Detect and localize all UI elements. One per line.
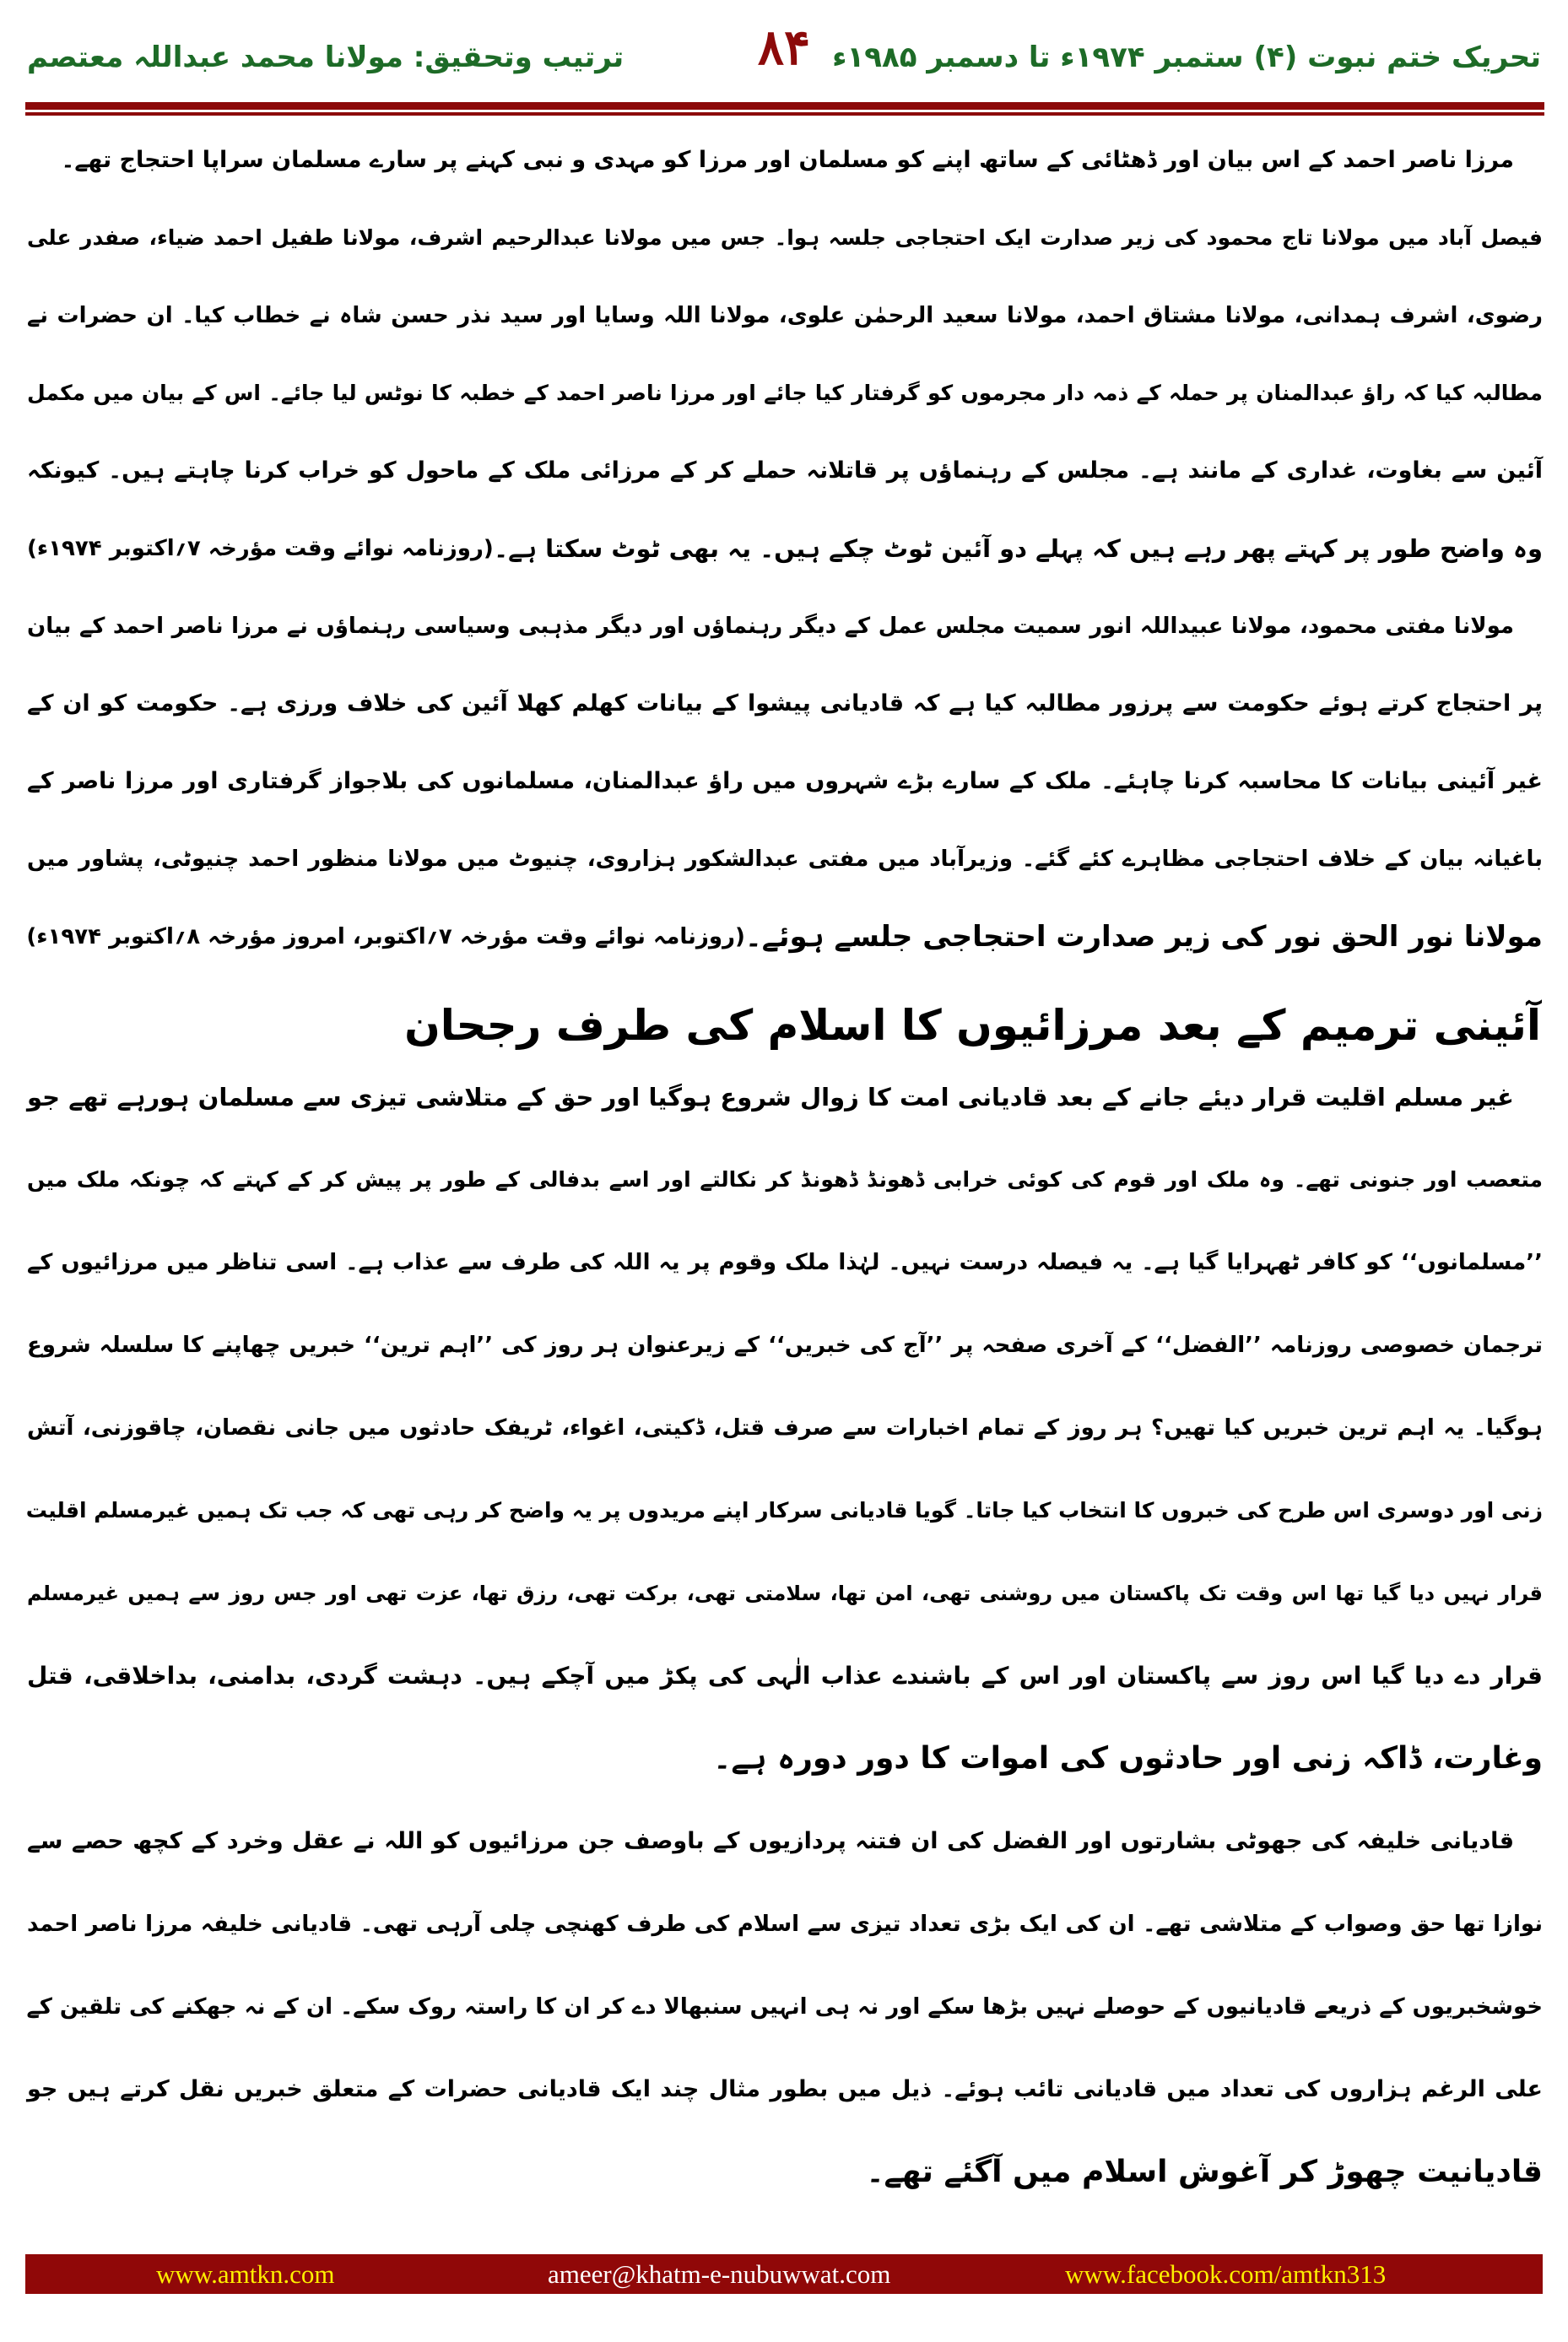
email-link[interactable]: ameer@khatm-e-nubuwwat.com xyxy=(548,2259,891,2289)
text-line: مرزا ناصر احمد کے اس بیان اور ڈھٹائی کے ساتھ اپنے کو مسلمان اور مرزا کو مہدی و نبی کہنے پر سارے مسلمان سراپا احتجاج تھے۔ xyxy=(61,147,1514,173)
text-line-with-citation xyxy=(27,911,1543,962)
text-line: متعصب اور جنونی تھے۔ وہ ملک اور قوم کی کوئی خرابی ڈھونڈ ڈھونڈ کر نکالتے اور اسے بدفالی کے طور پر پیش کر کے کہتے کہ چونکہ ملک میں xyxy=(27,1167,1543,1192)
website-link[interactable]: www.amtkn.com xyxy=(156,2259,335,2289)
section-heading: آئینی ترمیم کے بعد مرزائیوں کا اسلام کی طرف رجحان xyxy=(404,1001,1541,1050)
header-divider-thin xyxy=(25,112,1544,116)
facebook-link[interactable]: www.facebook.com/amtkn313 xyxy=(1065,2259,1387,2289)
text-line: ’’مسلمانوں‘‘ کو کافر ٹھہرایا گیا ہے۔ یہ فیصلہ درست نہیں۔ لہٰذا ملک وقوم پر یہ اللہ کی طرف سے عذاب ہے۔ اسی تناظر میں مرزائیوں کے xyxy=(27,1250,1543,1275)
text-line: ترجمان خصوصی روزنامہ ’’الفضل‘‘ کے آخری صفحہ پر ’’آج کی خبریں‘‘ کے زیرعنوان ہر روز کی ’’اہم ترین‘‘ خبریں چھاپنے کا سلسلہ شروع xyxy=(27,1333,1543,1358)
text-line: قادیانی خلیفہ کی جھوٹی بشارتوں اور الفضل کی ان فتنہ پردازیوں کے باوصف جن مرزائیوں کو اللہ نے عقل وخرد کے کچھ حصے سے xyxy=(27,1828,1514,1854)
citation: (روزنامہ نوائے وقت مؤرخہ ۷؍اکتوبر ۱۹۷۴ء) xyxy=(27,536,494,561)
text-line: خوشخبریوں کے ذریعے قادیانیوں کے حوصلے نہیں بڑھا سکے اور نہ ہی انہیں سنبھالا دے کر ان کا راستہ روک سکے۔ ان کے نہ جھکنے کی تلقین کے xyxy=(26,1994,1543,2020)
text-line: نوازا تھا حق وصواب کے متلاشی تھے۔ ان کی ایک بڑی تعداد تیزی سے اسلام کی طرف کھنچی چلی آرہی تھی۔ قادیانی خلیفہ مرزا ناصر احمد xyxy=(27,1912,1543,1937)
text-line: قرار دے دیا گیا اس روز سے پاکستان اور اس کے باشندے عذاب الٰہی کی پکڑ میں آچکے ہیں۔ دہشت گردی، بدامنی، بداخلاقی، قتل xyxy=(27,1662,1543,1690)
page-footer xyxy=(25,2254,1543,2294)
text-line: زنی اور دوسری اس طرح کی خبروں کا انتخاب کیا جاتا۔ گویا قادیانی سرکار اپنے مریدوں پر یہ واضح کر رہی تھی کہ جب تک ہمیں غیرمسلم اقلیت xyxy=(25,1498,1543,1523)
text-line: رضوی، اشرف ہمدانی، مولانا مشتاق احمد، مولانا سعید الرحمٰن علوی، مولانا اللہ وسایا اور سید نذر حسن شاہ نے خطاب کیا۔ ان حضرات نے xyxy=(27,303,1543,328)
compiler-credit: ترتیب وتحقیق: مولانا محمد عبداللہ معتصم xyxy=(27,41,624,74)
text-line: علی الرغم ہزاروں کی تعداد میں قادیانی تائب ہوئے۔ ذیل میں بطور مثال چند ایک قادیانی حضرات کے متعلق خبریں نقل کرتے ہیں جو xyxy=(27,2076,1543,2102)
text-line: غیر آئینی بیانات کا محاسبہ کرنا چاہئے۔ ملک کے سارے بڑے شہروں میں راؤ عبدالمنان، مسلمانوں کی بلاجواز گرفتاری اور مرزا ناصر کے xyxy=(27,768,1543,794)
text-line: مطالبہ کیا کہ راؤ عبدالمنان پر حملہ کے ذمہ دار مجرموں کو گرفتار کیا جائے اور مرزا ناصر احمد کے خطبہ کا نوٹس لیا جائے۔ اس کے بیان میں مکمل xyxy=(27,381,1543,405)
text-line: ہوگیا۔ یہ اہم ترین خبریں کیا تھیں؟ ہر روز کے تمام اخبارات سے صرف قتل، ڈکیتی، اغواء، ٹریفک حادثوں میں جانی نقصان، چاقوزنی، آتش xyxy=(27,1415,1543,1441)
text-segment: مولانا نور الحق نور کی زیر صدارت احتجاجی جلسے ہوئے۔ xyxy=(744,920,1543,954)
text-line-with-citation xyxy=(27,523,1543,574)
citation: (روزنامہ نوائے وقت مؤرخہ ۷؍اکتوبر، امروز مؤرخہ ۸؍اکتوبر ۱۹۷۴ء) xyxy=(26,924,745,949)
text-line: باغیانہ بیان کے خلاف احتجاجی مظاہرے کئے گئے۔ وزیرآباد میں مفتی عبدالشکور ہزاروی، چنیوٹ میں مولانا منظور احمد چنیوٹی، پشاور میں xyxy=(27,846,1543,872)
text-line: قرار نہیں دیا گیا تھا اس وقت تک پاکستان میں روشنی تھی، امن تھا، سلامتی تھی، برکت تھی، رزق تھا، عزت تھی اور جس روز سے ہمیں غیرمسلم xyxy=(27,1582,1543,1605)
text-line: غیر مسلم اقلیت قرار دیئے جانے کے بعد قادیانی امت کا زوال شروع ہوگیا اور حق کے متلاشی تیزی سے مسلمان ہورہے تھے جو xyxy=(27,1083,1514,1112)
text-line: فیصل آباد میں مولانا تاج محمود کی زیر صدارت ایک احتجاجی جلسہ ہوا۔ جس میں مولانا عبدالرحیم اشرف، مولانا طفیل احمد ضیاء، صفدر علی xyxy=(27,225,1543,250)
text-line: قادیانیت چھوڑ کر آغوش اسلام میں آگئے تھے۔ xyxy=(866,2155,1543,2189)
text-line: مولانا مفتی محمود، مولانا عبیداللہ انور سمیت مجلس عمل کے دیگر رہنماؤں اور دیگر مذہبی وسیاسی رہنماؤں نے مرزا ناصر احمد کے بیان xyxy=(27,614,1514,639)
text-line: وغارت، ڈاکہ زنی اور حادثوں کی اموات کا دور دورہ ہے۔ xyxy=(713,1741,1543,1776)
text-line: پر احتجاج کرتے ہوئے حکومت سے پرزور مطالبہ کیا ہے کہ قادیانی پیشوا کے بیانات کھلم کھلا آئین کی خلاف ورزی ہے۔ حکومت کو ان کے xyxy=(27,690,1543,717)
page-number: ۸۴ xyxy=(757,19,811,76)
header-divider xyxy=(25,102,1544,110)
book-title: تحریک ختم نبوت (۴) ستمبر ۱۹۷۴ء تا دسمبر ۱۹۸۵ء xyxy=(832,40,1541,74)
text-line: آئین سے بغاوت، غداری کے مانند ہے۔ مجلس کے رہنماؤں پر قاتلانہ حملے کر کے مرزائی ملک کے ماحول کو خراب کرنا چاہتے ہیں۔ کیونکہ xyxy=(27,457,1543,484)
text-segment: وہ واضح طور پر کہتے پھر رہے ہیں کہ پہلے دو آئین ٹوٹ چکے ہیں۔ یہ بھی ٹوٹ سکتا ہے۔ xyxy=(494,534,1543,563)
